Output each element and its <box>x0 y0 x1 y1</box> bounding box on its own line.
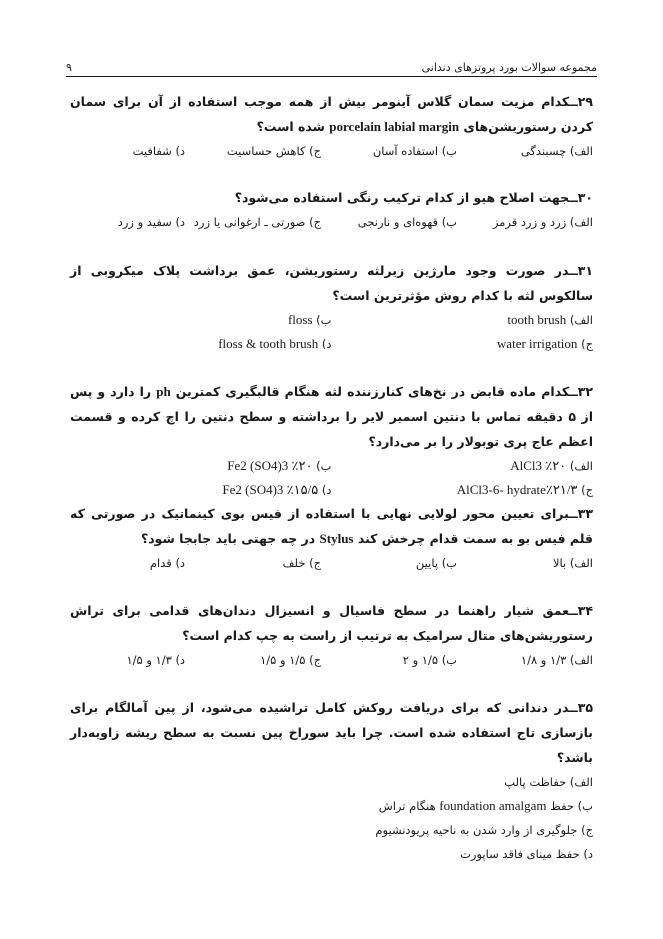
option-d[interactable]: د) Fe2 (SO4)3 ٪۱۵/۵ <box>222 482 332 497</box>
option-a[interactable]: الف) حفاظت پالپ <box>504 775 593 789</box>
option-b[interactable]: ب) Fe2 (SO4)3 ٪۲۰ <box>227 458 332 473</box>
option-d[interactable]: د) ۱/۳ و ۱/۵ <box>126 653 186 667</box>
option-a[interactable]: الف) AlCl3 ٪۲۰ <box>510 458 593 473</box>
question-32-text: ۳۲ــکدام ماده قابض در نخ‌های کنارزننده لثه هنگام قالبگیری کمترین ph را دارد و پس از ۵ دقیقه تماس با دنتین اسمیر لایر را برداشته و سطح دنتین را اچ کرده و قسمت اعظم عاج پری توبولار را بر می‌دارد؟ <box>70 384 593 449</box>
page-header <box>66 56 597 74</box>
option-d[interactable]: د) شفافیت <box>132 144 186 158</box>
option-a[interactable]: الف) ۱/۳ و ۱/۸ <box>520 653 593 667</box>
question-number: ۳۱ــ <box>569 263 593 278</box>
option-c[interactable]: ج) ۱/۵ و ۱/۵ <box>260 653 322 667</box>
question-32-options-row2 <box>70 478 593 502</box>
option-a[interactable]: الف) tooth brush <box>507 312 593 327</box>
question-35 <box>70 695 593 866</box>
question-31 <box>70 258 593 356</box>
option-a[interactable]: الف) چسبندگی <box>520 144 593 158</box>
header-rule <box>66 76 597 77</box>
question-number: ۲۹ــ <box>569 94 593 109</box>
option-b[interactable]: ب) قهوه‌ای و نارنجی <box>357 215 458 229</box>
option-c[interactable]: ج) صورتی ـ ارغوانی یا زرد <box>193 215 322 229</box>
option-c[interactable]: ج) جلوگیری از وارد شدن به ناحیه پریودنشیوم <box>375 823 593 837</box>
option-c[interactable]: ج) خلف <box>282 556 322 570</box>
question-29-options <box>70 139 593 163</box>
question-29 <box>70 89 593 163</box>
question-33-options <box>70 551 593 575</box>
question-31-options-row2 <box>70 332 593 356</box>
latin-term: ph <box>156 384 171 399</box>
question-35-options <box>70 770 593 866</box>
question-34-text: ۳۴ــعمق شیار راهنما در سطح فاسیال و انسیزال دندان‌های قدامی برای تراش رستوریشن‌های متال سرامیک به ترتیب از راست به چپ کدام است؟ <box>70 603 593 643</box>
question-32-options-row1 <box>70 454 593 478</box>
question-32 <box>70 379 593 502</box>
question-number: ۳۴ــ <box>569 603 593 618</box>
question-34 <box>70 598 593 672</box>
option-b[interactable]: ب) حفظ foundation amalgam هنگام تراش <box>378 798 593 813</box>
option-a[interactable]: الف) بالا <box>552 556 593 570</box>
question-number: ۳۰ــ <box>569 190 593 205</box>
question-34-options <box>70 648 593 672</box>
page-number: ۹ <box>66 61 72 74</box>
question-number: ۳۳ــ <box>569 506 593 521</box>
option-a[interactable]: الف) زرد و زرد قرمز <box>492 215 593 229</box>
option-c[interactable]: ج) کاهش حساسیت <box>226 144 322 158</box>
latin-term: Stylus <box>319 531 354 546</box>
question-33-text: ۳۳ــبرای تعیین محور لولایی نهایی با استفاده از فیس بوی کینماتیک در صورتی که قلم فیس بو به سمت قدام چرخش کند Stylus در چه جهتی باید جابجا شود؟ <box>70 506 593 546</box>
question-30 <box>70 185 593 234</box>
option-d[interactable]: د) قدام <box>149 556 186 570</box>
question-35-text: ۳۵ــدر دندانی که برای دریافت روکش کامل تراشیده می‌شود، از پین آمالگام برای بازسازی تاج استفاده شده است. چرا باید سوراخ پین نسبت به سطح ریشه زاویه‌دار باشد؟ <box>70 700 593 765</box>
option-d[interactable]: د) floss & tooth brush <box>218 336 332 351</box>
question-30-text: ۳۰ــجهت اصلاح هیو از کدام ترکیب رنگی استفاده می‌شود؟ <box>234 190 593 205</box>
question-33 <box>70 501 593 575</box>
header-title: مجموعه سوالات بورد پروتزهای دندانی <box>421 61 597 74</box>
option-b[interactable]: ب) ۱/۵ و ۲ <box>402 653 458 667</box>
question-31-text: ۳۱ــدر صورت وجود مارژین زیرلثه رستوریشن، عمق برداشت پلاک میکروبی از سالکوس لثه با کدام روش مؤثرترین است؟ <box>70 263 593 303</box>
latin-term: porcelain labial margin <box>329 119 460 134</box>
question-30-options <box>70 210 593 234</box>
option-b[interactable]: ب) استفاده آسان <box>372 144 458 158</box>
question-number: ۳۲ــ <box>569 384 593 399</box>
option-d[interactable]: د) سفید و زرد <box>117 215 186 229</box>
option-d[interactable]: د) حفظ مینای فاقد ساپورت <box>460 847 593 861</box>
option-b[interactable]: ب) floss <box>287 312 332 327</box>
question-29-text: ۲۹ــکدام مزیت سمان گلاس آینومر بیش از همه موجب استفاده از آن برای سمان کردن رستوریشن‌های porcelain labial margin شده است؟ <box>70 94 593 134</box>
option-c[interactable]: ج) AlCl3-6- hydrate٪۲۱/۳ <box>456 482 593 497</box>
option-b[interactable]: ب) پایین <box>415 556 458 570</box>
question-31-options-row1 <box>70 308 593 332</box>
option-c[interactable]: ج) water irrigation <box>496 336 593 351</box>
question-number: ۳۵ــ <box>569 700 593 715</box>
